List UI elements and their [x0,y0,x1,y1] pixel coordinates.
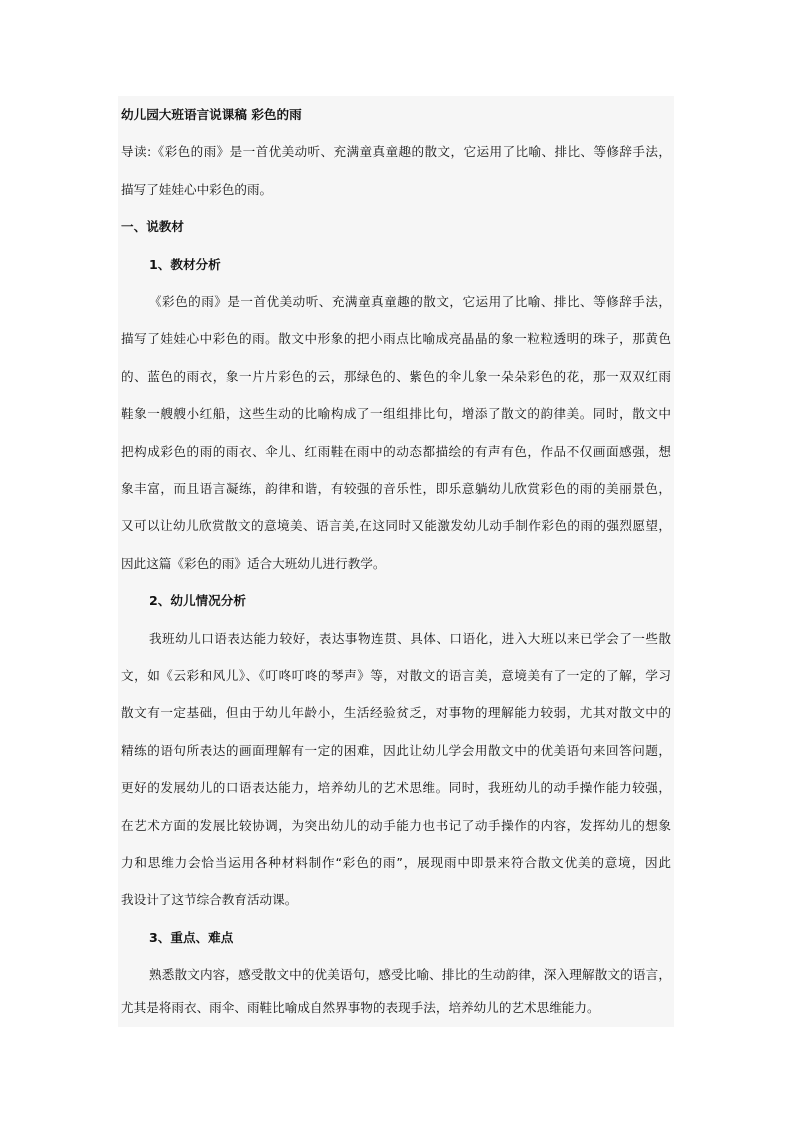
paragraph-line: 鞋象一艘艘小红船，这些生动的比喻构成了一组组排比句，增添了散文的韵律美。同时，散文中 [121,406,671,422]
paragraph-line: 熟悉散文内容，感受散文中的优美语句，感受比喻、排比的生动韵律，深入理解散文的语言， [149,967,671,983]
paragraph-line: 更好的发展幼儿的口语表达能力，培养幼儿的艺术思维。同时，我班幼儿的动手操作能力较强， [121,780,671,796]
subheading-children-analysis: 2、幼儿情况分析 [149,593,246,609]
paragraph-line: 把构成彩色的雨的雨衣、伞儿、红雨鞋在雨中的动态都描绘的有声有色，作品不仅画面感强，想 [121,443,671,459]
paragraph-line: 因此这篇《彩色的雨》适合大班幼儿进行教学。 [121,555,386,571]
paragraph-line: 在艺术方面的发展比较协调，为突出幼儿的动手能力也书记了动手操作的内容，发挥幼儿的想象 [121,817,671,833]
paragraph-line: 《彩色的雨》是一首优美动听、充满童真童趣的散文，它运用了比喻、排比、等修辞手法， [149,294,671,309]
paragraph-line: 又可以让幼儿欣赏散文的意境美、语言美,在这同时又能激发幼儿动手制作彩色的雨的强烈愿望， [121,518,671,534]
paragraph-line: 力和思维力会恰当运用各种材料制作“彩色的雨”，展现雨中即景来符合散文优美的意境，因此 [121,855,671,870]
paragraph-line: 象丰富，而且语言凝练，韵律和谐，有较强的音乐性，即乐意躺幼儿欣赏彩色的雨的美丽景色， [121,481,671,496]
paragraph-line: 我班幼儿口语表达能力较好，表达事物连贯、具体、口语化，进入大班以来已学会了一些散 [149,630,671,646]
document-title: 幼儿园大班语言说课稿 彩色的雨 [121,107,302,122]
subheading-key-points: 3、重点、难点 [149,929,234,945]
paragraph-line: 描写了娃娃心中彩色的雨。散文中形象的把小雨点比喻成亮晶晶的象一粒粒透明的珠子，那黄色 [121,331,671,347]
paragraph-line: 尤其是将雨衣、雨伞、雨鞋比喻成自然界事物的表现手法，培养幼儿的艺术思维能力。 [121,1000,600,1015]
paragraph-line: 我设计了这节综合教育活动课。 [121,892,298,908]
intro-line-1: 导读:《彩色的雨》是一首优美动听、充满童真童趣的散文，它运用了比喻、排比、等修辞手法， [121,144,671,160]
section-heading-teaching-material: 一、说教材 [121,219,184,235]
paragraph-line: 散文有一定基础，但由于幼儿年龄小，生活经验贫乏，对事物的理解能力较弱，尤其对散文中的 [121,705,671,721]
paragraph-line: 文，如《云彩和风儿》、《叮咚叮咚的琴声》等，对散文的语言美，意境美有了一定的了解，学习 [121,668,671,683]
document-page [118,96,674,1027]
intro-line-2: 描写了娃娃心中彩色的雨。 [121,181,273,197]
subheading-material-analysis: 1、教材分析 [149,256,221,272]
paragraph-line: 精练的语句所表达的画面理解有一定的困难，因此让幼儿学会用散文中的优美语句来回答问题， [121,742,671,758]
paragraph-line: 的、蓝色的雨衣，象一片片彩色的云，那绿色的、紫色的伞儿象一朵朵彩色的花，那一双双红雨 [121,368,671,384]
